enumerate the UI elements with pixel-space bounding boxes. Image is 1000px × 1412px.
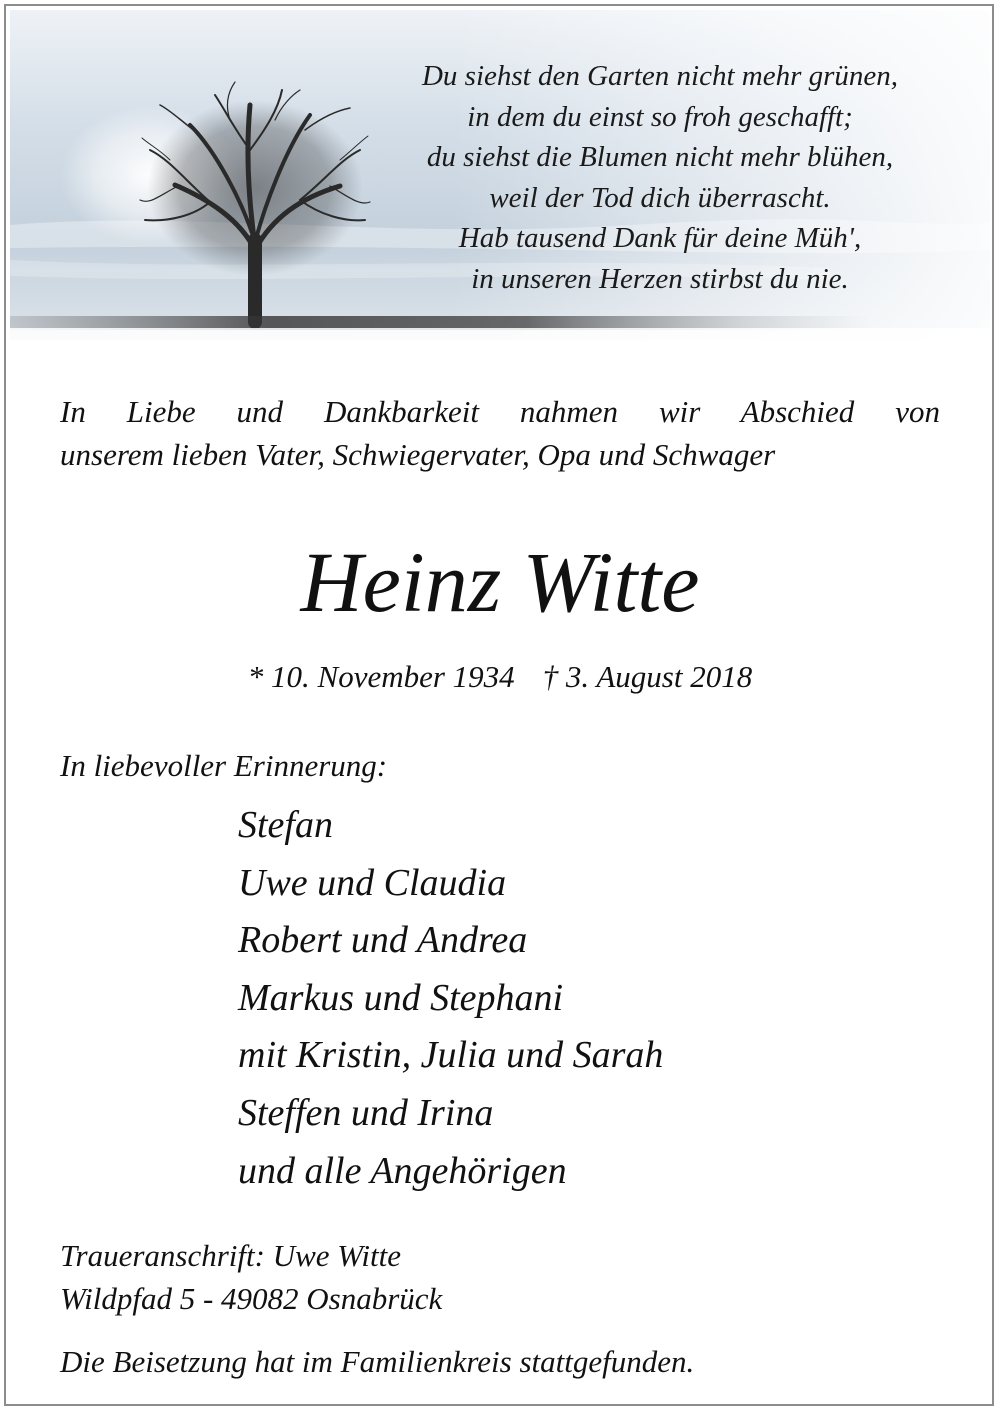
life-dates — [0, 655, 1000, 699]
mourner-entry: Robert und Andrea — [238, 919, 528, 962]
mourners-list — [238, 797, 663, 1200]
poem-line: Du siehst den Garten nicht mehr grünen, — [421, 60, 899, 92]
poem-line: weil der Tod dich überrascht. — [489, 181, 831, 214]
poem-line: Hab tausend Dank für deine Müh', — [458, 222, 862, 255]
poem — [350, 56, 970, 300]
poem-line: in dem du einst so froh geschafft; — [467, 100, 853, 133]
header-image — [10, 10, 990, 340]
farewell-text — [60, 390, 940, 476]
mourning-address — [60, 1234, 442, 1320]
death-date: † 3. August 2018 — [542, 659, 753, 694]
farewell-line-2: unserem lieben Vater, Schwiegervater, Opa und Schwager — [60, 437, 776, 472]
deceased-name: Heinz Witte — [300, 534, 700, 630]
memory-label: In liebevoller Erinnerung: — [60, 748, 388, 783]
poem-line: du siehst die Blumen nicht mehr blühen, — [426, 141, 894, 174]
birth-date: * 10. November 1934 — [247, 659, 515, 694]
mourner-entry: mit Kristin, Julia und Sarah — [238, 1034, 664, 1077]
mourner-entry: und alle Angehörigen — [238, 1149, 567, 1192]
burial-note: Die Beisetzung hat im Familienkreis stattgefunden. — [60, 1344, 695, 1379]
address-line-1: Traueranschrift: Uwe Witte — [60, 1238, 401, 1273]
mourner-entry: Steffen und Irina — [238, 1091, 494, 1134]
mourner-entry: Markus und Stephani — [238, 976, 564, 1019]
poem-line: in unseren Herzen stirbst du nie. — [471, 262, 849, 295]
mourner-entry: Stefan — [238, 804, 333, 846]
farewell-line-1: In Liebe und Dankbarkeit nahmen wir Abschied von — [60, 394, 940, 429]
address-line-2: Wildpfad 5 - 49082 Osnabrück — [60, 1281, 443, 1316]
mourner-entry: Uwe und Claudia — [238, 861, 507, 904]
